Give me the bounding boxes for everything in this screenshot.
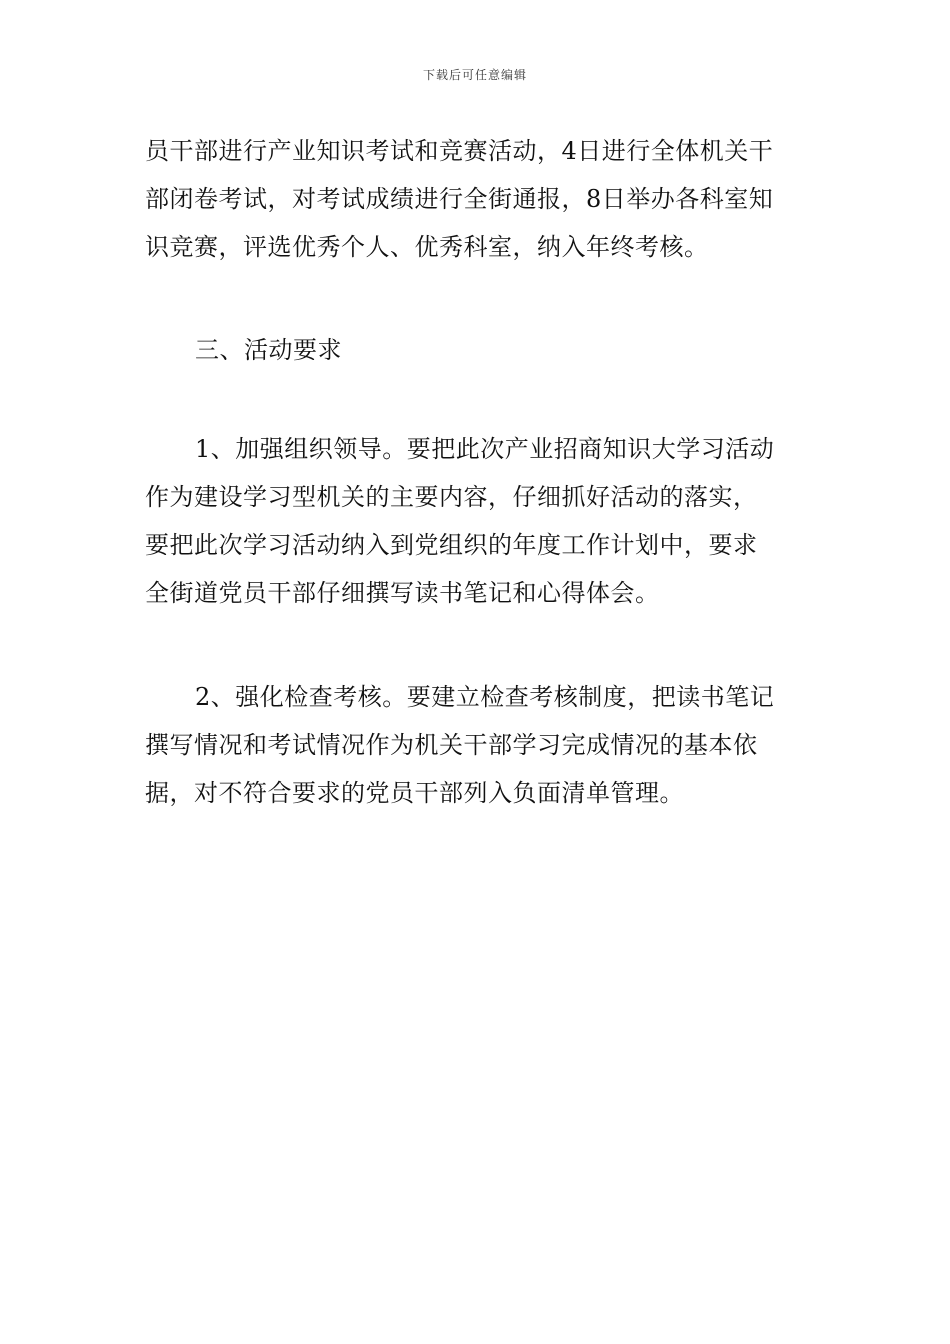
paragraph-line: 员干部进行产业知识考试和竞赛活动，4日进行全体机关干 (145, 137, 774, 165)
paragraph-line: 据，对不符合要求的党员干部列入负面清单管理。 (145, 779, 684, 807)
paragraph-line: 撰写情况和考试情况作为机关干部学习完成情况的基本依 (145, 731, 758, 759)
paragraph-line: 2、强化检查考核。要建立检查考核制度，把读书笔记 (195, 683, 775, 711)
paragraph-line: 全街道党员干部仔细撰写读书笔记和心得体会。 (145, 579, 660, 607)
paragraph-line: 识竞赛，评选优秀个人、优秀科室，纳入年终考核。 (145, 233, 709, 261)
paragraph-line: 1、加强组织领导。要把此次产业招商知识大学习活动 (195, 435, 775, 463)
section-heading: 三、活动要求 (195, 336, 342, 364)
paragraph-line: 要把此次学习活动纳入到党组织的年度工作计划中，要求 (145, 531, 758, 559)
paragraph-line: 作为建设学习型机关的主要内容，仔细抓好活动的落实， (145, 483, 758, 511)
header-note: 下载后可任意编辑 (422, 68, 527, 82)
paragraph-line: 部闭卷考试，对考试成绩进行全街通报，8日举办各科室知 (145, 185, 774, 213)
